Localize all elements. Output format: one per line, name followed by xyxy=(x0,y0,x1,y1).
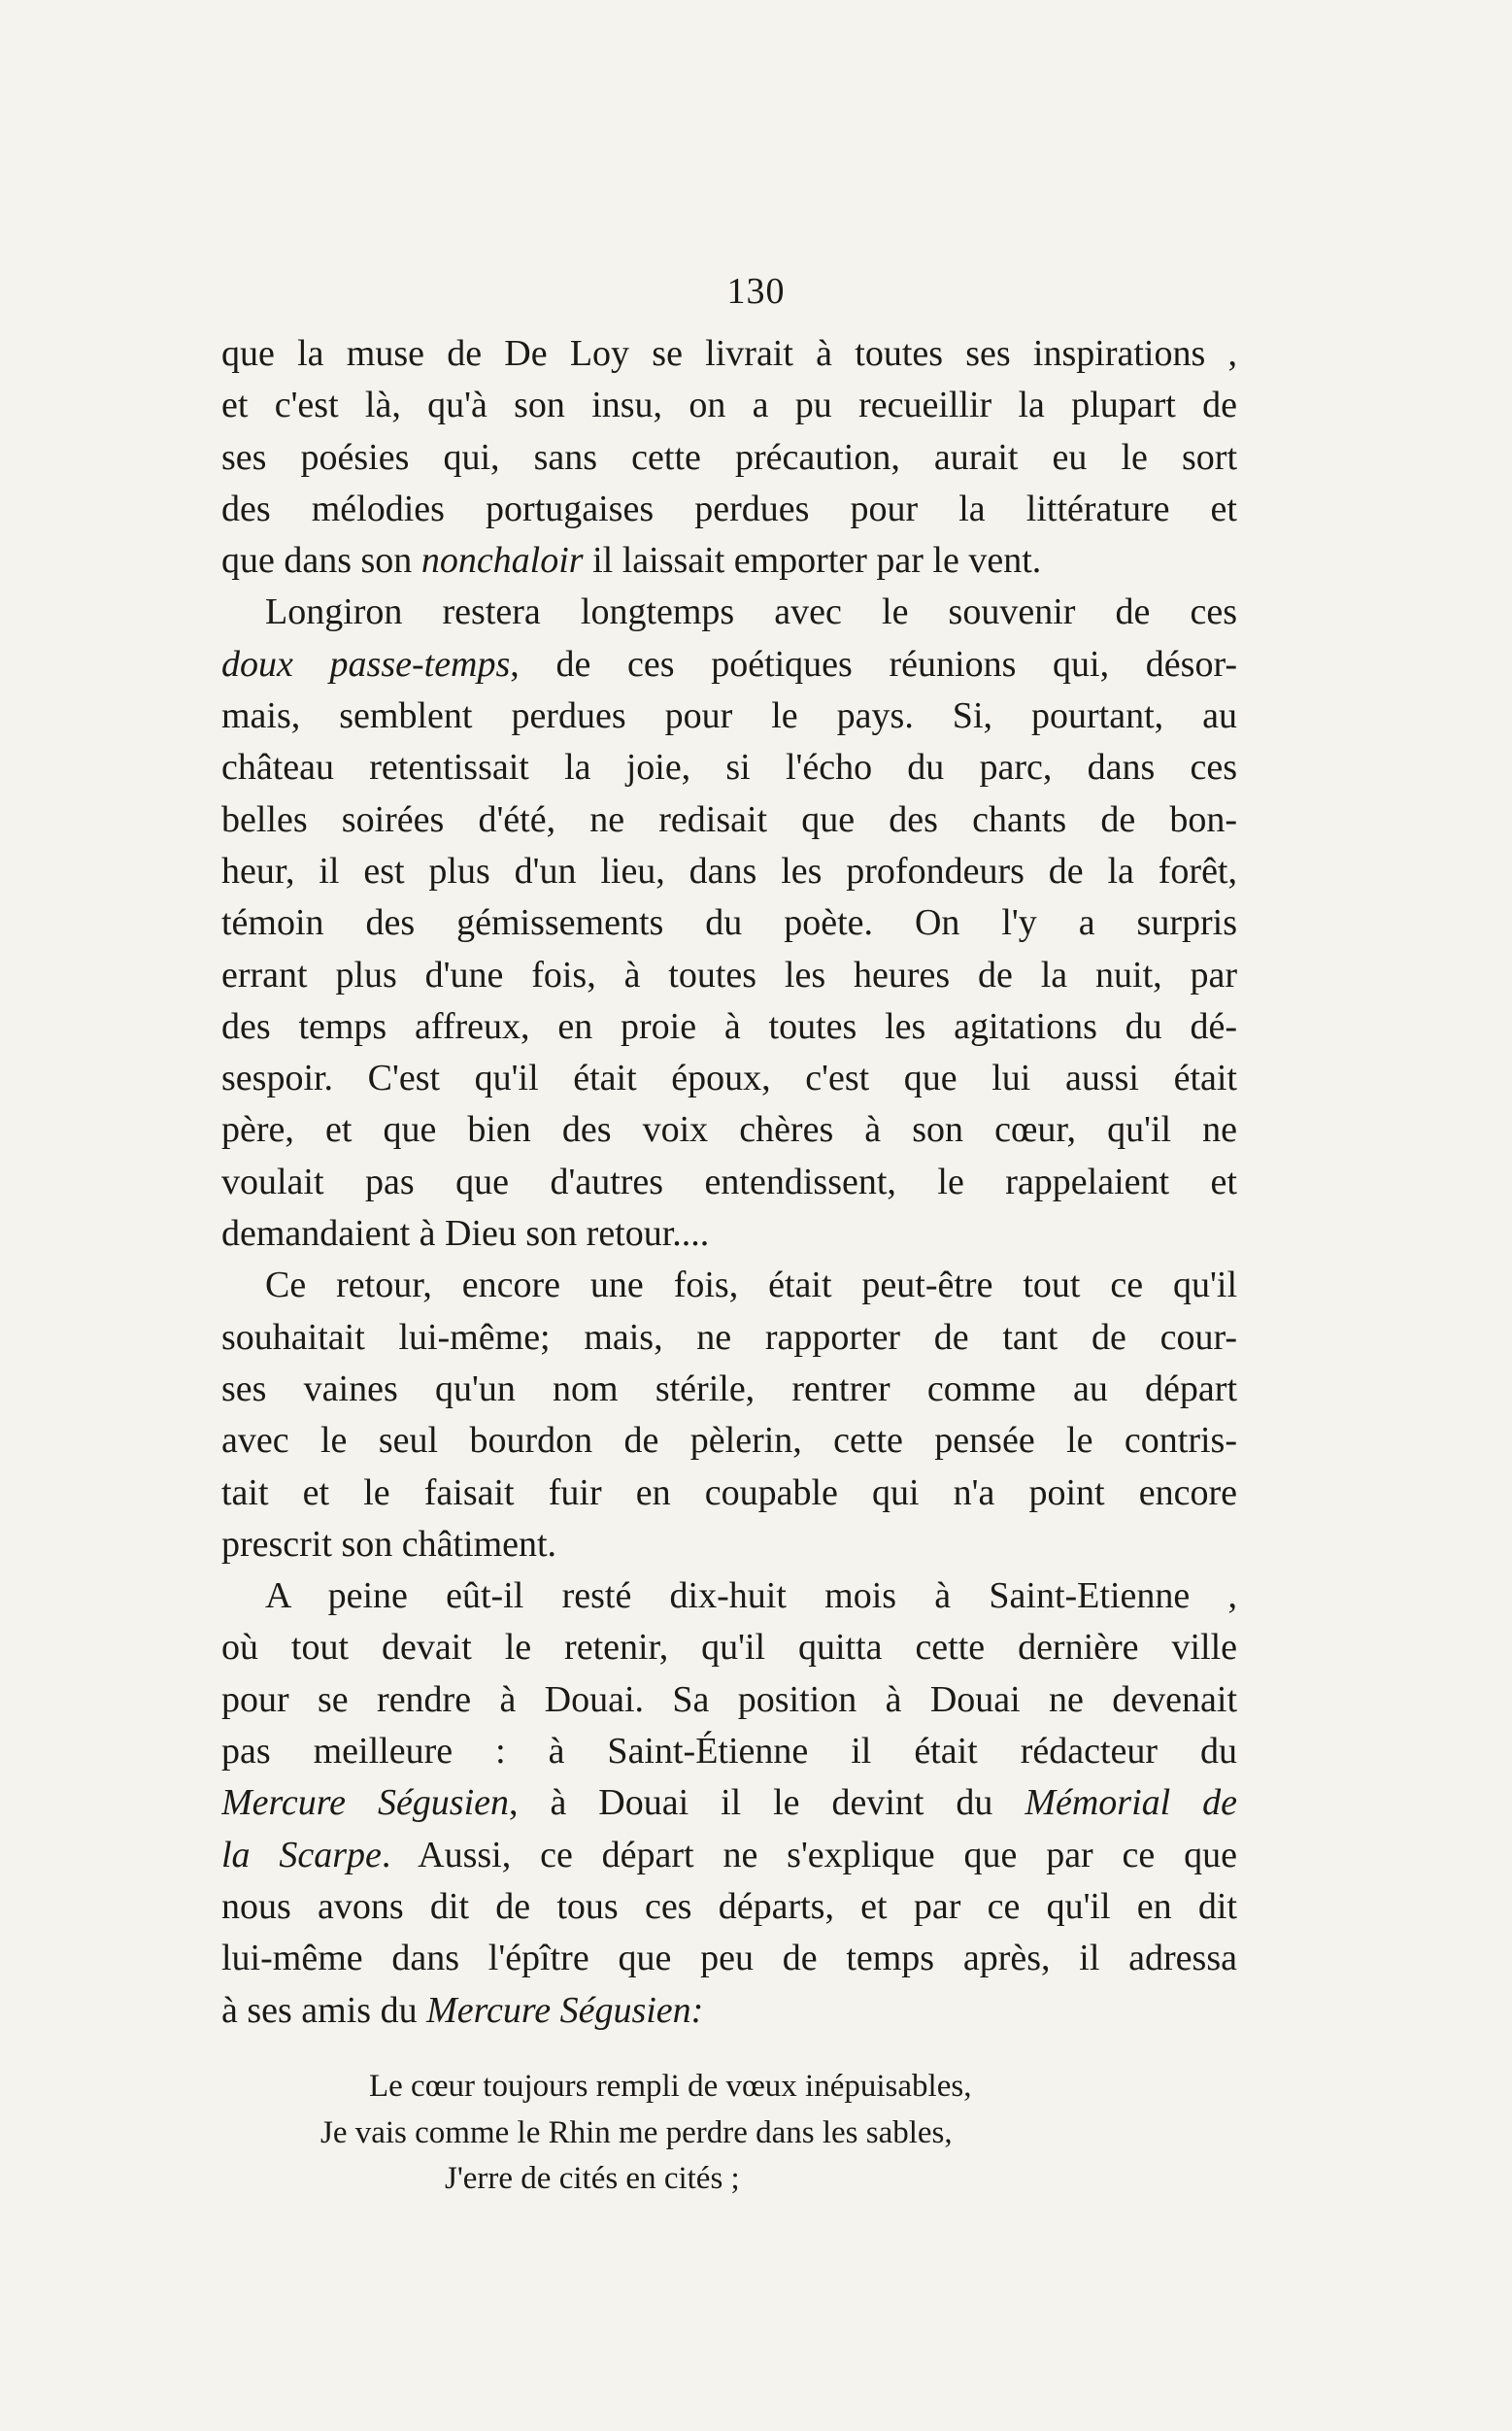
body-text xyxy=(221,328,1237,2037)
verse-line: Je vais comme le Rhin me perdre dans les sables, xyxy=(320,2114,953,2150)
text-segment: lui-même dans l'épître que peu de temps après, il adressa xyxy=(221,1938,1237,1979)
text-line xyxy=(221,1415,1237,1467)
text-line xyxy=(221,1622,1237,1673)
text-segment: que la muse de De Loy se livrait à toutes ses inspirations , xyxy=(221,333,1237,374)
text-segment: ses poésies qui, sans cette précaution, aurait eu le sort xyxy=(221,436,1237,478)
text-line xyxy=(221,587,1237,638)
text-line xyxy=(221,846,1237,897)
italic-text: nonchaloir xyxy=(420,540,584,582)
text-line xyxy=(221,1519,1237,1570)
page-number: 130 xyxy=(726,271,786,312)
text-line xyxy=(221,1468,1237,1519)
text-line xyxy=(221,1364,1237,1415)
text-segment: mais, semblent perdues pour le pays. Si, pourtant, au xyxy=(221,695,1237,737)
text-line xyxy=(221,897,1237,949)
text-segment: , de ces poétiques réunions qui, désor- xyxy=(510,643,1237,685)
text-segment: des mélodies portugaises perdues pour la littérature et xyxy=(221,488,1237,529)
text-line xyxy=(221,1881,1237,1933)
text-segment: et c'est là, qu'à son insu, on a pu recueillir la plupart de xyxy=(221,385,1237,426)
text-line xyxy=(221,639,1237,691)
text-line xyxy=(221,1104,1237,1156)
text-segment: avec le seul bourdon de pèlerin, cette pensée le contris- xyxy=(221,1420,1237,1462)
text-segment: errant plus d'une fois, à toutes les heures de la nuit, par xyxy=(221,954,1237,996)
italic-text: Mercure Ségusien xyxy=(221,1782,510,1824)
text-segment: où tout devait le retenir, qu'il quitta cette dernière ville xyxy=(221,1627,1237,1669)
text-segment: témoin des gémissements du poète. On l'y a surpris xyxy=(221,902,1237,944)
text-line xyxy=(221,1157,1237,1208)
text-segment: ses vaines qu'un nom stérile, rentrer comme au départ xyxy=(221,1367,1237,1409)
italic-text: doux passe-temps xyxy=(221,643,511,685)
paragraph xyxy=(221,328,1237,587)
text-segment: pour se rendre à Douai. Sa position à Douai ne devenait xyxy=(221,1678,1237,1720)
text-line xyxy=(221,950,1237,1001)
verse-line: Le cœur toujours rempli de vœux inépuisables, xyxy=(369,2069,972,2104)
text-segment: voulait pas que d'autres entendissent, le rappelaient et xyxy=(221,1161,1237,1202)
text-line xyxy=(221,1674,1237,1726)
text-segment: des temps affreux, en proie à toutes les agitations du dé- xyxy=(221,1005,1237,1047)
text-segment: sespoir. C'est qu'il était époux, c'est que lui aussi était xyxy=(221,1058,1237,1099)
text-line xyxy=(221,1830,1237,1881)
text-segment: à ses amis du xyxy=(221,1989,427,2031)
text-segment: . Aussi, ce départ ne s'explique que par ce que xyxy=(381,1834,1237,1875)
text-segment: il laissait emporter par le vent. xyxy=(583,540,1042,582)
text-line xyxy=(221,535,1237,587)
text-segment: père, et que bien des voix chères à son cœur, qu'il ne xyxy=(221,1109,1237,1151)
text-line xyxy=(221,1208,1237,1260)
text-line xyxy=(221,328,1237,380)
text-line xyxy=(221,1985,1237,2037)
text-segment: A peine eût-il resté dix-huit mois à Saint-Etienne , xyxy=(265,1575,1237,1617)
text-segment: souhaitait lui-même; mais, ne rapporter de tant de cour- xyxy=(221,1316,1237,1358)
verse-quotation xyxy=(320,2064,1194,2203)
text-line xyxy=(221,1053,1237,1104)
paragraph xyxy=(221,1260,1237,1570)
text-line xyxy=(221,1933,1237,1984)
text-segment: belles soirées d'été, ne redisait que des chants de bon- xyxy=(221,798,1237,840)
italic-text: la Scarpe xyxy=(221,1834,382,1875)
text-segment: nous avons dit de tous ces départs, et par ce qu'il en dit xyxy=(221,1885,1237,1927)
text-line xyxy=(221,484,1237,535)
text-line xyxy=(221,1570,1237,1622)
paragraph xyxy=(221,587,1237,1260)
text-segment: , à Douai il le devint du xyxy=(509,1782,1025,1824)
text-line xyxy=(221,432,1237,484)
text-line xyxy=(221,1312,1237,1364)
text-line xyxy=(221,380,1237,431)
text-line xyxy=(221,1001,1237,1053)
italic-text: Mémorial de xyxy=(1025,1782,1237,1824)
text-segment: Ce retour, encore une fois, était peut-être tout ce qu'il xyxy=(265,1265,1237,1306)
text-segment: château retentissait la joie, si l'écho du parc, dans ces xyxy=(221,747,1237,789)
text-line xyxy=(221,1777,1237,1829)
text-line xyxy=(221,691,1237,742)
text-line xyxy=(221,742,1237,793)
text-segment: heur, il est plus d'un lieu, dans les profondeurs de la forêt, xyxy=(221,850,1237,892)
paragraph xyxy=(221,1570,1237,2037)
italic-text: Mercure Ségusien: xyxy=(426,1989,704,2031)
text-segment: Longiron restera longtemps avec le souvenir de ces xyxy=(265,591,1237,633)
text-segment: prescrit son châtiment. xyxy=(221,1523,557,1565)
verse-line: J'erre de cités en cités ; xyxy=(445,2161,740,2196)
text-segment: que dans son xyxy=(221,540,421,582)
text-line xyxy=(221,794,1237,846)
text-segment: pas meilleure : à Saint-Étienne il était rédacteur du xyxy=(221,1731,1237,1773)
text-line xyxy=(221,1260,1237,1311)
text-line xyxy=(221,1726,1237,1777)
text-segment: tait et le faisait fuir en coupable qui n'a point encore xyxy=(221,1471,1237,1513)
text-segment: demandaient à Dieu son retour.... xyxy=(221,1213,710,1255)
